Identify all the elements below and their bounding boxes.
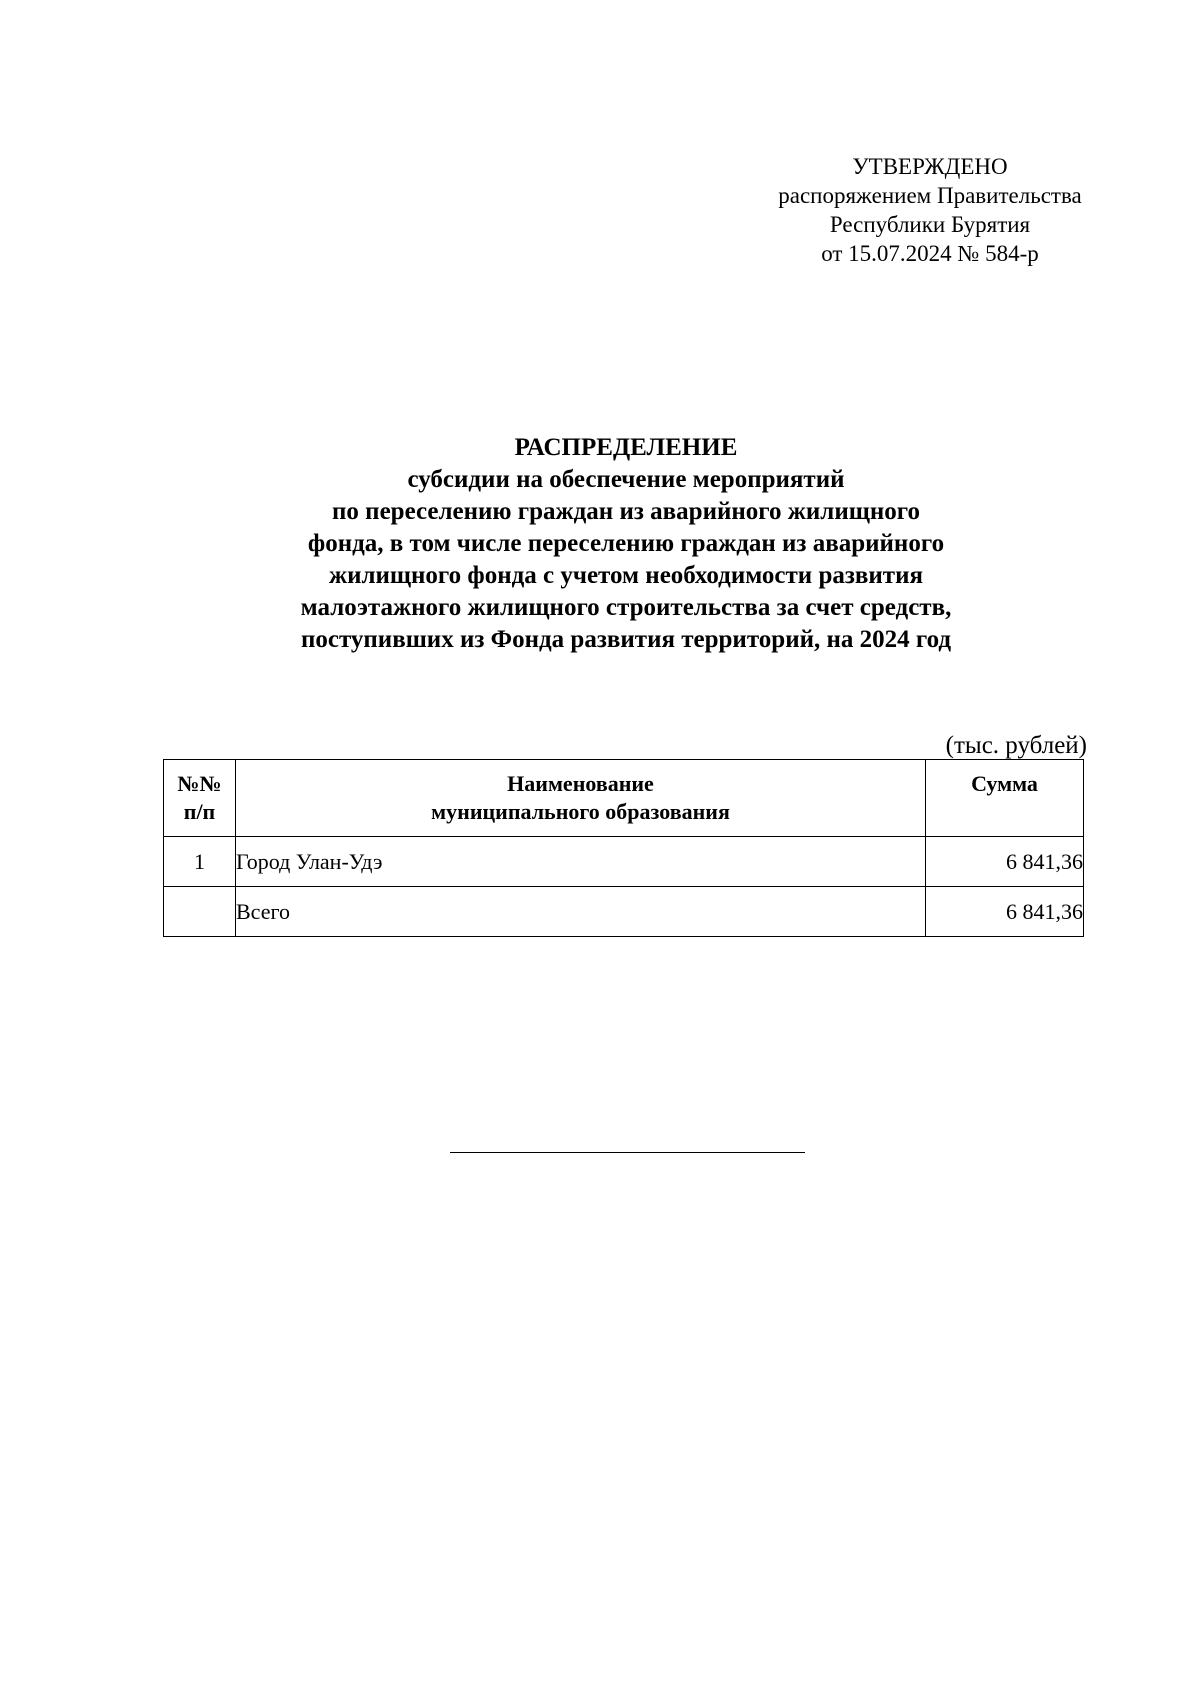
row-sum: 6 841,36 [926, 837, 1084, 887]
row-number: 1 [164, 837, 236, 887]
header-number: №№ п/п [164, 760, 236, 837]
table-row [164, 837, 1084, 887]
header-sum: Сумма [926, 760, 1084, 837]
title-line: жилищного фонда с учетом необходимости развития [328, 562, 924, 589]
title-line: РАСПРЕДЕЛЕНИЕ [514, 434, 738, 461]
approval-block [760, 152, 1100, 268]
header-municipality: Наименование муниципального образования [236, 760, 926, 837]
row-municipality: Всего [236, 887, 926, 937]
units-label: (тыс. рублей) [945, 732, 1087, 759]
row-number [164, 887, 236, 937]
title-line: поступивших из Фонда развития территорий, на 2024 год [300, 626, 952, 653]
approval-date-number: от 15.07.2024 № 584-р [821, 241, 1039, 266]
closing-separator-line [450, 1152, 805, 1153]
row-sum: 6 841,36 [926, 887, 1084, 937]
table-header-row [164, 760, 1084, 837]
title-line: фонда, в том числе переселению граждан из аварийного [307, 530, 945, 557]
table-total-row [164, 887, 1084, 937]
approval-line: Республики Бурятия [829, 212, 1031, 237]
title-line: субсидии на обеспечение мероприятий [407, 466, 845, 493]
title-line: по переселению граждан из аварийного жилищного [332, 498, 920, 525]
approval-heading: УТВЕРЖДЕНО [852, 154, 1008, 179]
title-line: малоэтажного жилищного строительства за счет средств, [300, 594, 952, 621]
approval-line: распоряжением Правительства [778, 183, 1082, 208]
document-title [160, 432, 1092, 656]
row-municipality: Город Улан-Удэ [236, 837, 926, 887]
distribution-table [163, 759, 1084, 937]
